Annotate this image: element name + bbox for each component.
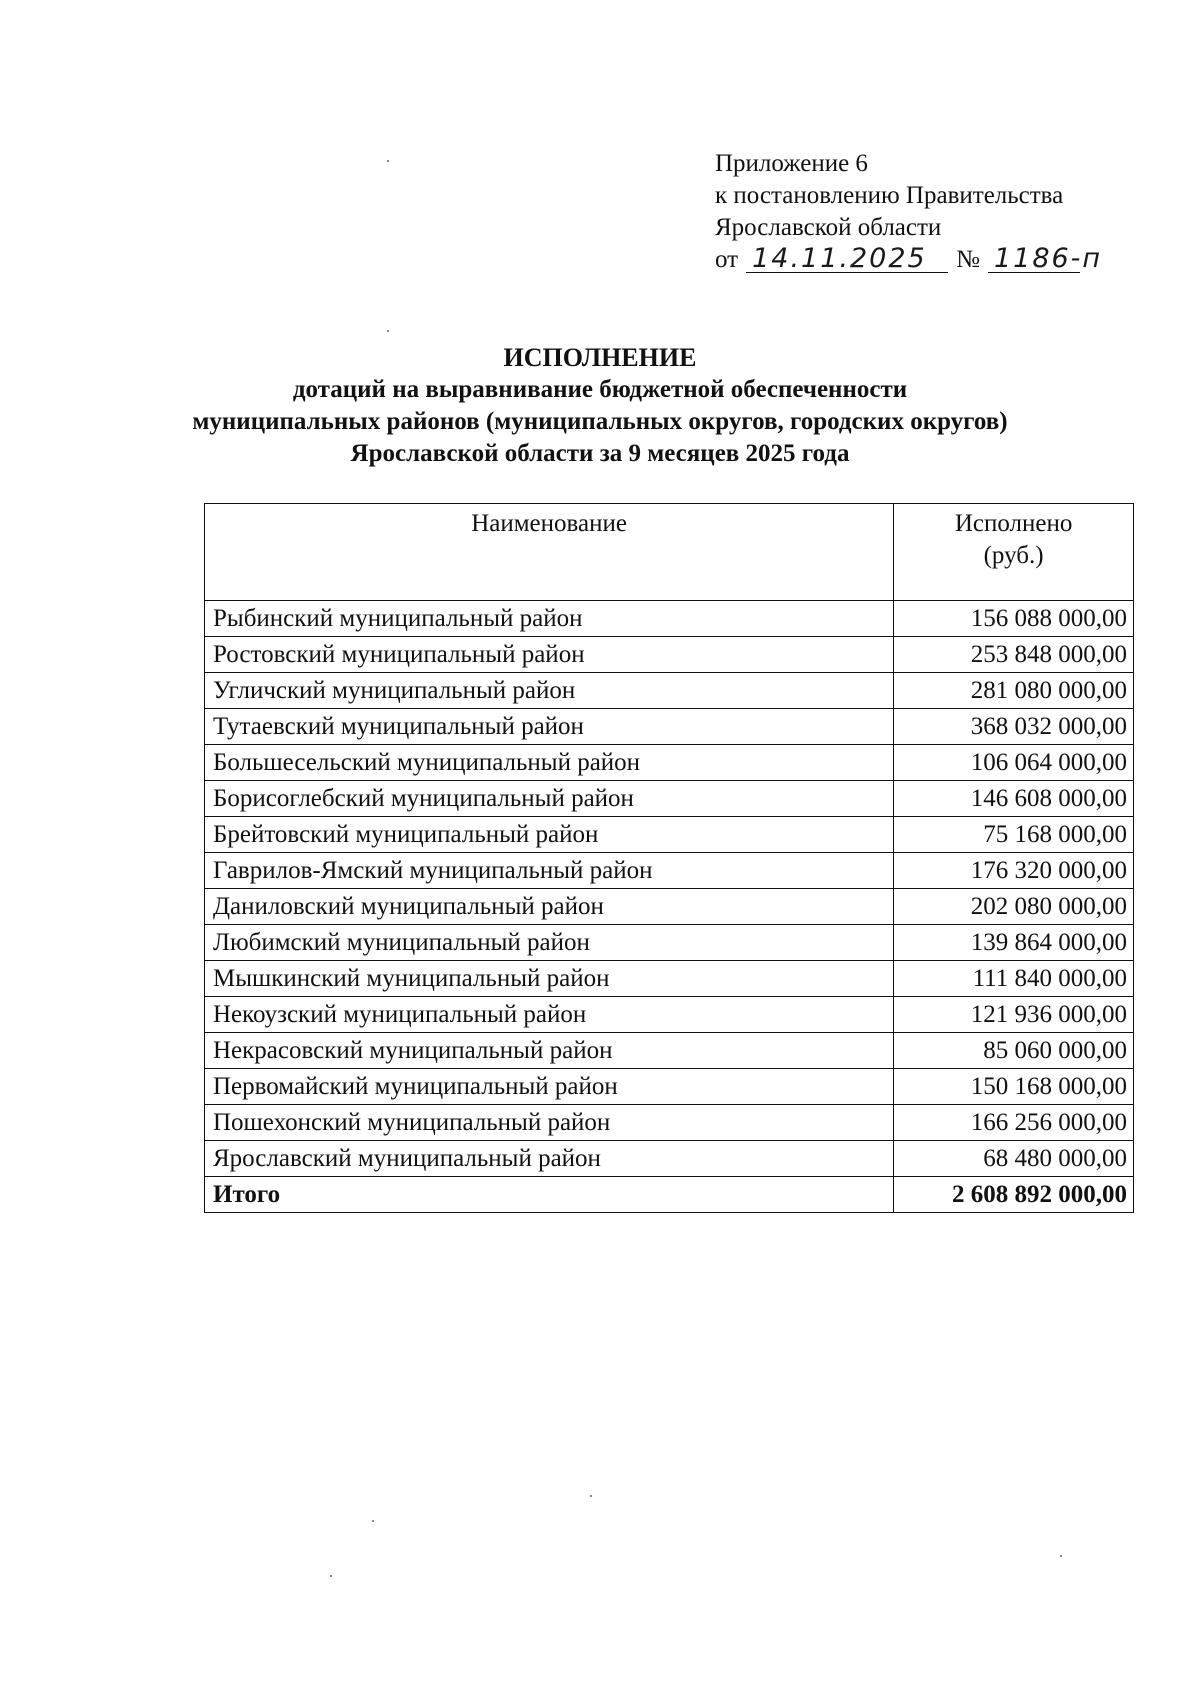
row-name: Большесельский муниципальный район [205, 745, 894, 781]
handwritten-number: 1186-п [988, 246, 1080, 273]
table-row [205, 853, 1134, 889]
row-amount: 166 256 000,00 [894, 1105, 1134, 1141]
header-name: Наименование [205, 504, 894, 601]
row-amount: 150 168 000,00 [894, 1069, 1134, 1105]
annex-block [715, 148, 1103, 276]
title-line-2: дотаций на выравнивание бюджетной обеспеченности [292, 376, 908, 403]
header-amount-line-2: (руб.) [983, 542, 1044, 569]
row-name: Угличский муниципальный район [205, 673, 894, 709]
execution-table [204, 503, 1134, 1213]
scan-speck [387, 160, 389, 162]
table-header-row [205, 504, 1134, 601]
annex-line-2: к постановлению Правительства [715, 182, 1064, 209]
number-prefix: № [956, 246, 980, 273]
document-title [150, 342, 1050, 470]
row-amount: 281 080 000,00 [894, 673, 1134, 709]
table-row [205, 889, 1134, 925]
header-amount-line-1: Исполнено [954, 510, 1073, 537]
title-heading: ИСПОЛНЕНИЕ [503, 343, 697, 372]
row-amount: 111 840 000,00 [894, 961, 1134, 997]
row-amount: 176 320 000,00 [894, 853, 1134, 889]
annex-line-1: Приложение 6 [715, 150, 868, 177]
row-name: Рыбинский муниципальный район [205, 601, 894, 637]
total-label: Итого [205, 1177, 894, 1213]
row-name: Даниловский муниципальный район [205, 889, 894, 925]
row-name: Некоузский муниципальный район [205, 997, 894, 1033]
table-row [205, 997, 1134, 1033]
table-body [205, 601, 1134, 1177]
table-row [205, 637, 1134, 673]
title-line-3: муниципальных районов (муниципальных округов, городских округов) [192, 408, 1008, 435]
row-amount: 106 064 000,00 [894, 745, 1134, 781]
total-row [205, 1177, 1134, 1213]
table-row [205, 1069, 1134, 1105]
row-name: Мышкинский муниципальный район [205, 961, 894, 997]
scan-speck [372, 1520, 374, 1522]
row-name: Пошехонский муниципальный район [205, 1105, 894, 1141]
scan-speck [1060, 1555, 1062, 1557]
row-amount: 202 080 000,00 [894, 889, 1134, 925]
table-row [205, 709, 1134, 745]
table-row [205, 1033, 1134, 1069]
row-amount: 156 088 000,00 [894, 601, 1134, 637]
annex-date-line [715, 243, 1103, 276]
row-name: Борисоглебский муниципальный район [205, 781, 894, 817]
row-amount: 253 848 000,00 [894, 637, 1134, 673]
title-line-4: Ярославской области за 9 месяцев 2025 года [350, 440, 850, 467]
row-name: Ярославский муниципальный район [205, 1141, 894, 1177]
row-name: Любимский муниципальный район [205, 925, 894, 961]
row-amount: 368 032 000,00 [894, 709, 1134, 745]
handwritten-date: 14.11.2025 [746, 246, 948, 273]
row-name: Тутаевский муниципальный район [205, 709, 894, 745]
annex-line-3: Ярославской области [715, 214, 942, 241]
date-prefix: от [715, 246, 739, 273]
row-amount: 68 480 000,00 [894, 1141, 1134, 1177]
scan-speck [387, 330, 389, 332]
table-row [205, 673, 1134, 709]
table-row [205, 1141, 1134, 1177]
row-amount: 85 060 000,00 [894, 1033, 1134, 1069]
table-row [205, 817, 1134, 853]
row-amount: 75 168 000,00 [894, 817, 1134, 853]
header-amount [894, 504, 1134, 601]
row-name: Первомайский муниципальный район [205, 1069, 894, 1105]
row-name: Гаврилов-Ямский муниципальный район [205, 853, 894, 889]
scan-speck [590, 1495, 592, 1497]
row-name: Ростовский муниципальный район [205, 637, 894, 673]
table-row [205, 601, 1134, 637]
row-name: Брейтовский муниципальный район [205, 817, 894, 853]
row-name: Некрасовский муниципальный район [205, 1033, 894, 1069]
scan-speck [330, 1575, 332, 1577]
table-row [205, 745, 1134, 781]
table-row [205, 1105, 1134, 1141]
table-row [205, 925, 1134, 961]
row-amount: 121 936 000,00 [894, 997, 1134, 1033]
row-amount: 146 608 000,00 [894, 781, 1134, 817]
table-row [205, 961, 1134, 997]
table-row [205, 781, 1134, 817]
row-amount: 139 864 000,00 [894, 925, 1134, 961]
total-amount: 2 608 892 000,00 [894, 1177, 1134, 1213]
